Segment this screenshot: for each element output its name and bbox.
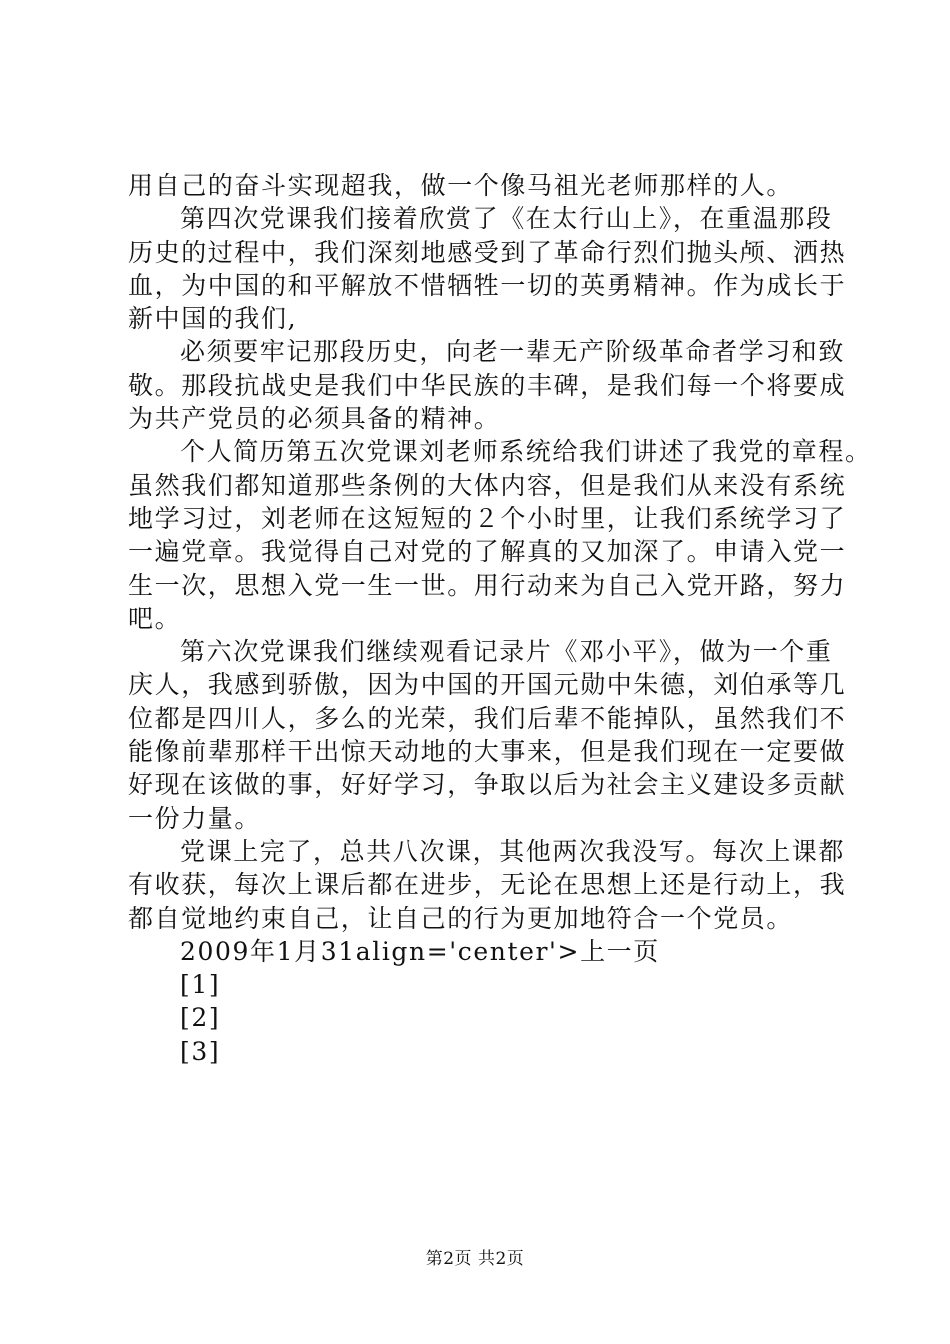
text-line: 地学习过，刘老师在这短短的２个小时里，让我们系统学习了	[128, 503, 847, 533]
text-line: 庆人，我感到骄傲，因为中国的开国元勋中朱德，刘伯承等几	[128, 670, 847, 700]
document-body	[128, 169, 872, 1068]
text-line: 血，为中国的和平解放不惜牺牲一切的英勇精神。作为成长于	[128, 270, 847, 300]
text-line: 历史的过程中，我们深刻地感受到了革命行烈们抛头颅、洒热	[128, 237, 847, 267]
text-line: 新中国的我们,	[128, 304, 298, 334]
page-number-footer: 第2页 共2页	[425, 1249, 525, 1269]
text-line: 有收获，每次上课后都在进步，无论在思想上还是行动上，我	[128, 870, 847, 900]
text-line: 为共产党员的必须具备的精神。	[128, 404, 501, 434]
page-link-3[interactable]: [3]	[180, 1036, 221, 1066]
text-line: 好现在该做的事，好好学习，争取以后为社会主义建设多贡献	[128, 770, 847, 800]
text-line: 虽然我们都知道那些条例的大体内容，但是我们从来没有系统	[128, 470, 847, 500]
text-line: 一遍党章。我觉得自己对党的了解真的又加深了。申请入党一	[128, 537, 847, 567]
page-link-1[interactable]: [1]	[180, 970, 221, 1000]
text-line: 生一次，思想入党一生一世。用行动来为自己入党开路，努力	[128, 570, 847, 600]
paragraph-start-line: 个人简历第五次党课刘老师系统给我们讲述了我党的章程。	[180, 437, 872, 467]
text-line: 吧。	[128, 603, 182, 633]
paragraph-start-line: 必须要牢记那段历史，向老一辈无产阶级革命者学习和致	[180, 337, 846, 367]
paragraph-start-line: 第六次党课我们继续观看记录片《邓小平》，做为一个重	[180, 637, 833, 667]
text-line: 能像前辈那样干出惊天动地的大事来，但是我们现在一定要做	[128, 737, 847, 767]
text-line: 一份力量。	[128, 803, 262, 833]
text-line: 敬。那段抗战史是我们中华民族的丰碑，是我们每一个将要成	[128, 370, 847, 400]
date-line: 2009年1月31align='center'>上一页	[180, 936, 660, 966]
text-line: 位都是四川人，多么的光荣，我们后辈不能掉队，虽然我们不	[128, 703, 847, 733]
paragraph-start-line: 第四次党课我们接着欣赏了《在太行山上》，在重温那段	[180, 204, 833, 234]
page-link-2[interactable]: [2]	[180, 1003, 221, 1033]
text-line: 都自觉地约束自己，让自己的行为更加地符合一个党员。	[128, 903, 794, 933]
paragraph-start-line: 党课上完了，总共八次课，其他两次我没写。每次上课都	[180, 836, 846, 866]
text-line: 用自己的奋斗实现超我，做一个像马祖光老师那样的人。	[128, 171, 794, 200]
